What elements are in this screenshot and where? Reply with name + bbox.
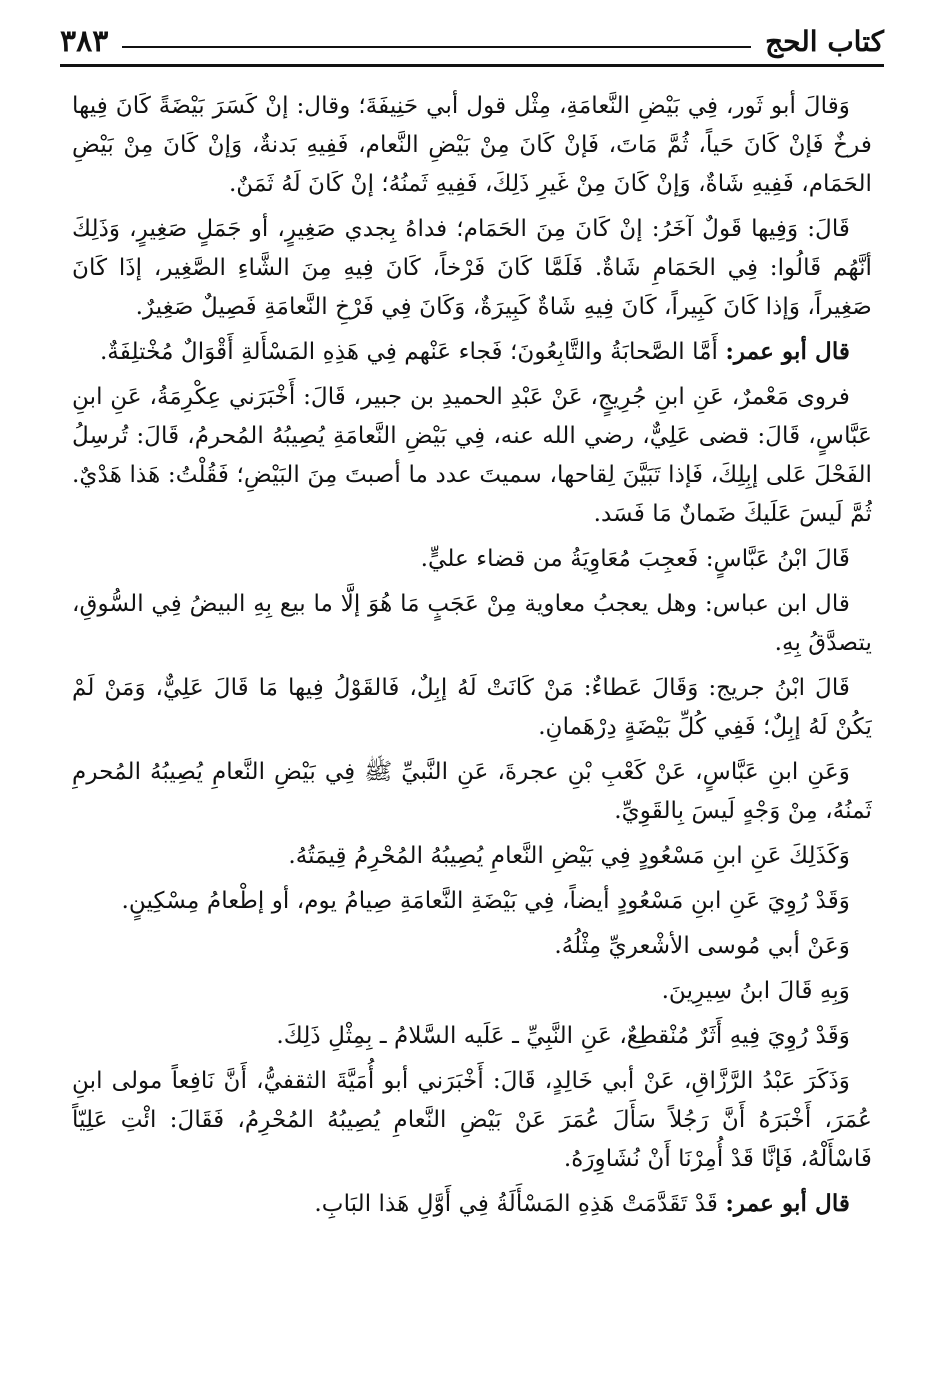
paragraph-6 bbox=[72, 584, 872, 662]
paragraph-9 bbox=[72, 836, 872, 875]
paragraph-lead: قال أبو عمر: bbox=[725, 1190, 850, 1217]
paragraph-8 bbox=[72, 752, 872, 830]
paragraph-4 bbox=[72, 377, 872, 533]
paragraph-text: وَقالَ أبو ثَور، فِي بَيْضِ النَّعامَةِ، مِثْل قول أبي حَنِيفَةَ؛ وقال: إنْ كَسَرَ بَيْضَةً كَانَ فِيها فرخٌ فَإنْ كَانَ حَياً، ثُمَّ مَاتَ، فَإنْ كَانَ مِنْ بَيْضِ النَّعام، فَفِيهِ بَدنةٌ، وَإنْ كَانَ مِنْ بَيْضِ الحَمَام، فَفِيهِ شَاةٌ، وَإنْ كَانَ مِنْ غَيرِ ذَلِكَ، فَفِيهِ ثَمنُهُ؛ إنْ كَانَ لَهُ ثَمَنٌ. bbox=[72, 92, 872, 197]
running-title: كتاب الحج bbox=[765, 24, 884, 58]
paragraph-text: قَالَ ابْنُ جريج: وَقَالَ عَطاءٌ: مَنْ كَانَتْ لَهُ إبِلٌ، فَالقَوْلُ فِيها مَا قَالَ عَلِيٌّ، وَمَنْ لَمْ يَكُنْ لَهُ إبِلٌ؛ فَفِي كُلِّ بَيْضَةٍ دِرْهَمانِ. bbox=[72, 674, 872, 740]
paragraph-1 bbox=[72, 86, 872, 203]
paragraph-text: قَدْ تَقَدَّمَتْ هَذِهِ المَسْأَلَةُ فِي أَوَّلِ هَذا البَابِ. bbox=[314, 1190, 726, 1217]
paragraph-text: وَعَنْ أبي مُوسى الأشْعريِّ مِثْلُهُ. bbox=[554, 932, 850, 959]
paragraph-text: وَذَكَرَ عَبْدُ الرَّزَّاقِ، عَنْ أبي خَالِدٍ، قَالَ: أَخْبَرَني أبو أُمَيَّةَ الثقفيُّ، أَنَّ نَافِعاً مولى ابنِ عُمَرَ، أَخْبَرَهُ أَنَّ رَجُلاً سَأَلَ عُمَرَ عَنْ بَيْضِ النَّعامِ يُصِيبُهُ المُحْرِمُ، فَقَالَ: ائْتِ عَلِيّاً فَاسْأَلْهُ، فَإنَّا قَدْ أُمِرْنَا أَنْ نُشَاوِرَهُ. bbox=[72, 1067, 872, 1172]
paragraph-text: فروى مَعْمرٌ، عَنِ ابنِ جُرِيجٍ، عَنْ عَبْدِ الحميدِ بن جبير، قَالَ: أَخْبَرَني عِكْرِمَةُ، عَنِ ابنِ عَبَّاسٍ، قَالَ: قضى عَلِيٌّ، رضي الله عنه، فِي بَيْضِ النَّعامَةِ يُصِيبُهُ المُحرمُ، قَالَ: تُرسِلُ الفَحْلَ عَلى إبِلِكَ، فَإذا تَبَيَّنَ لِقاحها، سميتَ عدد ما أصبتَ مِنَ البَيْضِ؛ فَقُلْتُ: هَذا هَدْيٌ. ثُمَّ لَيسَ عَلَيكَ ضَمانٌ مَا فَسَد. bbox=[72, 383, 872, 527]
paragraph-text: وَقَدْ رُوِيَ عَنِ ابنِ مَسْعُودٍ أيضاً، فِي بَيْضَةِ النَّعامَةِ صِيامُ يوم، أو إطْعامُ مِسْكِينٍ. bbox=[121, 887, 850, 914]
header-rule bbox=[122, 46, 751, 48]
paragraph-10 bbox=[72, 881, 872, 920]
paragraph-text: وَقَدْ رُوِيَ فِيهِ أَثَرٌ مُنْقطِعٌ، عَنِ النَّبِيِّ ـ عَلَيه السَّلامُ ـ بِمِثْلِ ذَلِكَ. bbox=[276, 1022, 850, 1049]
page-number: ٣٨٣ bbox=[60, 23, 109, 59]
paragraph-12 bbox=[72, 971, 872, 1010]
paragraph-text: أَمَّا الصَّحابَةُ والتَّابِعُونَ؛ فَجاء عَنْهم فِي هَذِهِ المَسْأَلةِ أَقْوَالٌ مُخْتلِفَةٌ. bbox=[99, 338, 726, 365]
paragraph-2 bbox=[72, 209, 872, 326]
paragraph-13 bbox=[72, 1016, 872, 1055]
page-header bbox=[60, 18, 884, 67]
paragraph-5 bbox=[72, 539, 872, 578]
paragraph-text: وَعَنِ ابنِ عَبَّاسٍ، عَنْ كَعْبِ بْنِ عجرةَ، عَنِ النَّبيِّ ﷺ فِي بَيْضِ النَّعامِ يُصِيبُهُ المُحرمِ ثَمنُهُ، مِنْ وَجْهٍ لَيسَ بِالقَوِيِّ. bbox=[72, 758, 872, 824]
page-body bbox=[72, 86, 872, 1374]
paragraph-text: وَبِهِ قَالَ ابنُ سِيرِينَ. bbox=[661, 977, 850, 1004]
paragraph-text: وَكَذَلِكَ عَنِ ابنِ مَسْعُودٍ فِي بَيْضِ النَّعامِ يُصِيبُهُ المُحْرِمُ قِيمَتُهُ. bbox=[288, 842, 850, 869]
paragraph-lead: قال أبو عمر: bbox=[725, 338, 850, 365]
paragraph-text: قَالَ ابْنُ عَبَّاسٍ: فَعجِبَ مُعَاوِيَةُ من قضاء عليٍّ. bbox=[420, 545, 850, 572]
paragraph-15 bbox=[72, 1184, 872, 1223]
paragraph-11 bbox=[72, 926, 872, 965]
paragraph-3 bbox=[72, 332, 872, 371]
paragraph-text: قَالَ: وَفِيها قَولٌ آخَرُ: إنْ كَانَ مِنَ الحَمَام؛ فداهُ بِجدي صَغِيرٍ، أو جَمَلٍ صَغِيرٍ، وَذَلِكَ أنَّهُم قَالُوا: فِي الحَمَامِ شَاةٌ. فَلَمَّا كَانَ فَرْخاً، كَانَ فِيهِ مِنَ الشَّاءِ الصَّغِير، إذَا كَانَ صَغِيراً، وَإذا كَانَ كَبِيراً، كَانَ فِيهِ شَاةٌ كَبِيرَةٌ، وَكَانَ فِي فَرْخِ النَّعامَةِ فَصِيلٌ صَغِيرٌ. bbox=[72, 215, 872, 320]
paragraph-7 bbox=[72, 668, 872, 746]
paragraph-text: قال ابن عباس: وهل يعجبُ معاوية مِنْ عَجَبٍ مَا هُوَ إلَّا ما بيع بِهِ البيضُ فِي السُّوقِ، يتصدَّقُ بِهِ. bbox=[72, 590, 872, 656]
paragraph-14 bbox=[72, 1061, 872, 1178]
